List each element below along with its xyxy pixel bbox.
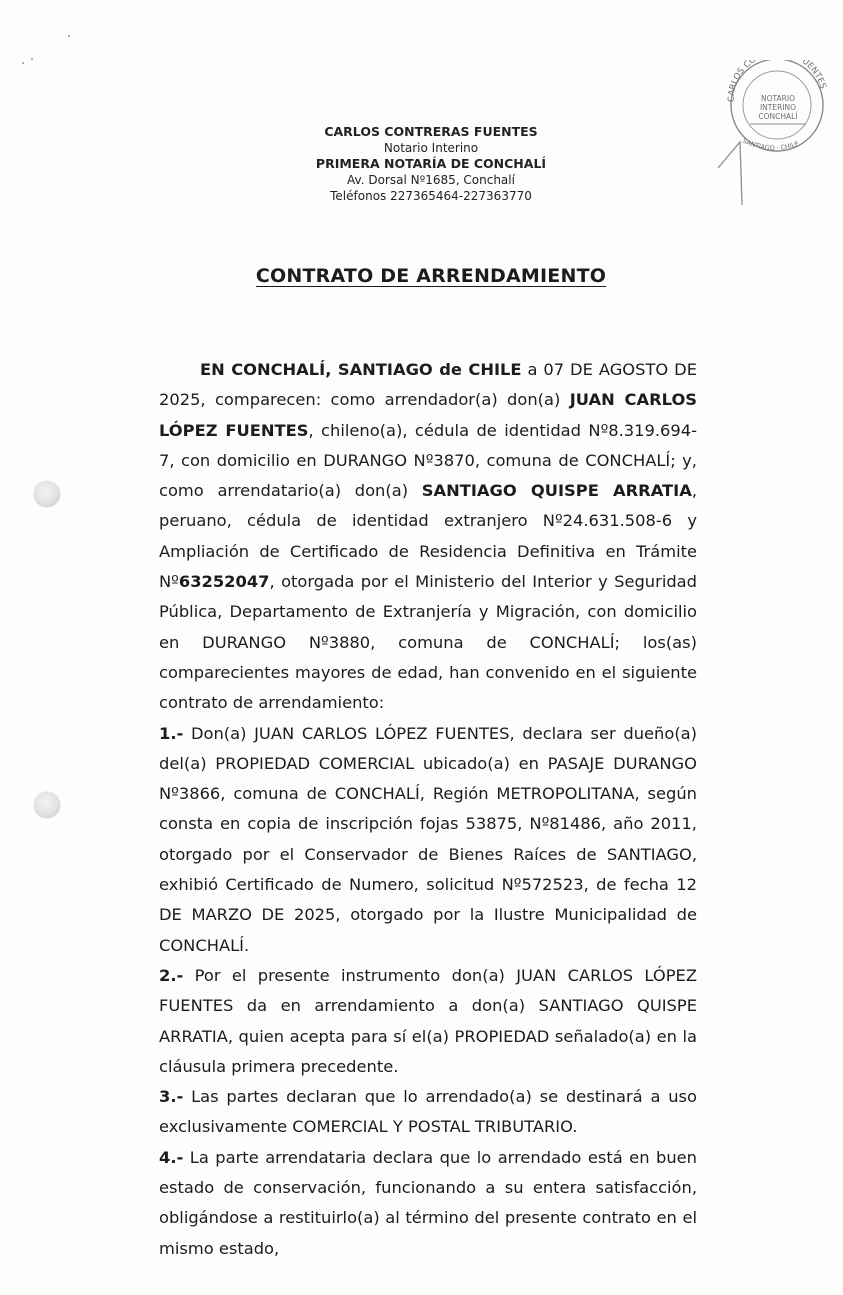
clause-2 [159, 961, 697, 1082]
lessee-name: SANTIAGO QUISPE ARRATIA [421, 481, 692, 501]
stamp-ring-text: CARLOS CO UENTES [726, 60, 828, 103]
intro-text-3: , peruano, cédula de identidad extranjero Nº24.631.508-6 y Ampliación de Certificado de Residencia Definitiva en Trámite Nº [159, 481, 697, 592]
intro-place: EN CONCHALÍ, SANTIAGO de CHILE [200, 360, 522, 379]
clause-text: Las partes declaran que lo arrendado(a) se destinará a uso exclusivamente COMERCIAL Y POSTAL TRIBUTARIO. [159, 1087, 697, 1137]
notary-phones: Teléfonos 227365464-227363770 [330, 189, 532, 203]
clause-number: 4.- [159, 1147, 184, 1167]
clause-text: La parte arrendataria declara que lo arrendado está en buen estado de conservación, funcionando a su entera satisfacción, obligándose a restituirlo(a) al término del presente contrato en el mismo estado, [159, 1147, 697, 1258]
clause-number: 1.- [159, 723, 184, 743]
intro-paragraph [159, 355, 697, 719]
clause-3 [159, 1082, 697, 1143]
binder-hole [34, 792, 60, 818]
clause-number: 2.- [159, 965, 184, 985]
letterhead [0, 124, 843, 204]
stamp-center-line1: NOTARIO [761, 94, 795, 103]
intro-text-4: , otorgada por el Ministerio del Interior y Seguridad Pública, Departamento de Extranjería y Migración, con domicilio en DURANGO Nº3880, comuna de CONCHALÍ; los(as) comparecientes mayores de edad, han convenido en el siguiente contrato de arrendamiento: [159, 572, 697, 713]
document-title [0, 265, 843, 287]
clause-text: Don(a) JUAN CARLOS LÓPEZ FUENTES, declara ser dueño(a) del(a) PROPIEDAD COMERCIAL ubicado(a) en PASAJE DURANGO Nº3866, comuna de CONCHALÍ, Región METROPOLITANA, según consta en copia de inscripción fojas 53875, Nº81486, año 2011, otorgado por el Conservador de Bienes Raíces de SANTIAGO, exhibió Certificado de Numero, solicitud Nº572523, de fecha 12 DE MARZO DE 2025, otorgado por la Ilustre Municipalidad de CONCHALÍ. [159, 723, 697, 955]
stamp-center-line3: CONCHALÍ [758, 112, 798, 121]
clause-text: Por el presente instrumento don(a) JUAN CARLOS LÓPEZ FUENTES da en arrendamiento a don(a) SANTIAGO QUISPE ARRATIA, quien acepta para sí el(a) PROPIEDAD señalado(a) en la cláusula primera precedente. [159, 965, 697, 1076]
notary-office-name: PRIMERA NOTARÍA DE CONCHALÍ [315, 156, 547, 171]
lessor-name: JUAN CARLOS LÓPEZ FUENTES [159, 390, 698, 440]
clause-1 [159, 719, 697, 961]
binder-hole [34, 481, 60, 507]
document-title-text: CONTRATO DE ARRENDAMIENTO [255, 265, 607, 287]
notary-role: Notario Interino [383, 141, 479, 155]
notary-name: CARLOS CONTRERAS FUENTES [324, 124, 538, 139]
contract-body [159, 355, 697, 1264]
certificate-number: 63252047 [178, 572, 270, 592]
clause-number: 3.- [159, 1087, 184, 1107]
clause-4 [159, 1143, 697, 1264]
notary-address: Av. Dorsal Nº1685, Conchalí [347, 173, 515, 187]
stamp-center-line2: INTERINO [759, 103, 797, 112]
intro-text-1: a 07 DE AGOSTO DE 2025, comparecen: como arrendador(a) don(a) [159, 360, 697, 410]
intro-text-2: , chileno(a), cédula de identidad Nº8.319.694-7, con domicilio en DURANGO Nº3870, comuna de CONCHALÍ; y, como arrendatario(a) don(a) [159, 420, 697, 501]
stamp-bottom-text: SANTIAGO · CHILE [741, 136, 801, 153]
